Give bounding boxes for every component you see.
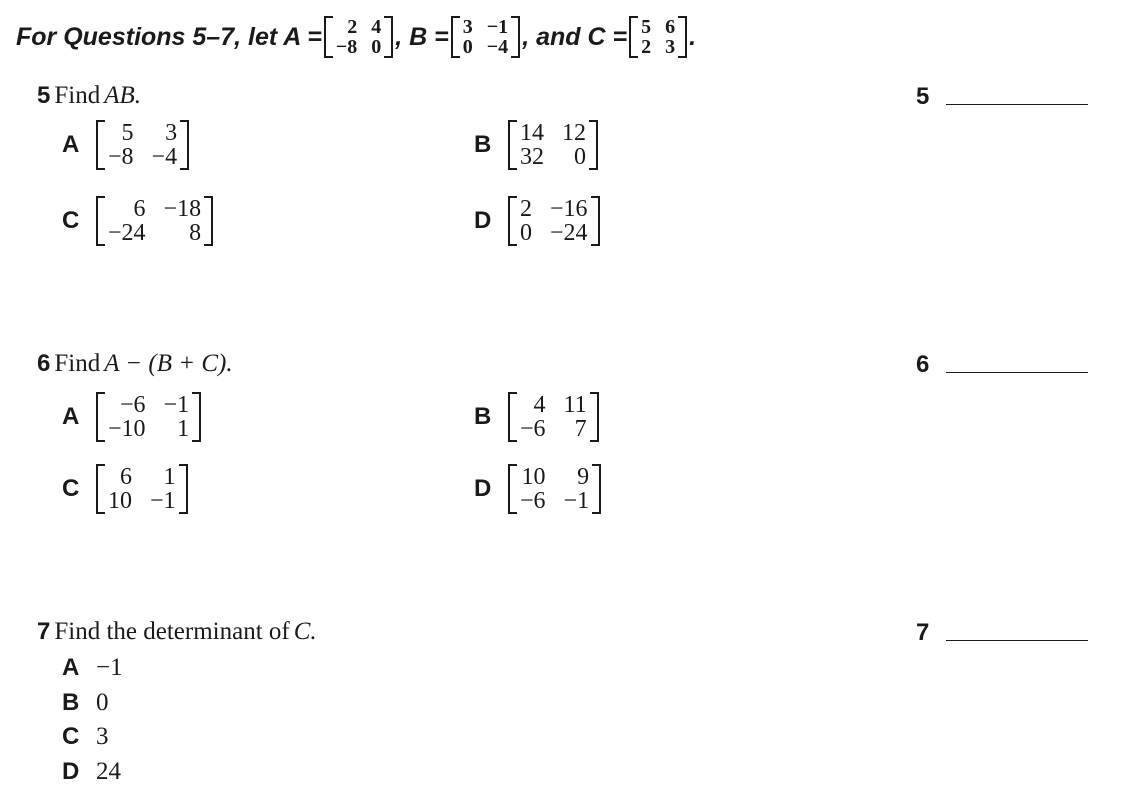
q5-option-a[interactable]: A 5 3 −8 −4 <box>62 120 189 170</box>
option-matrix: 4 11 −6 7 <box>508 392 599 442</box>
q6-option-c[interactable]: C 6 1 10 −1 <box>62 464 188 514</box>
q6-option-d[interactable]: D 10 9 −6 −1 <box>474 464 601 514</box>
matrix-a: 2 4 −8 0 <box>324 16 393 58</box>
answer-blank-6[interactable] <box>946 372 1088 373</box>
q6-option-b[interactable]: B 4 11 −6 7 <box>474 392 599 442</box>
q6-option-a[interactable]: A −6 −1 −10 1 <box>62 392 201 442</box>
q7-option-a[interactable]: A −1 <box>62 654 123 681</box>
answer-blank-5[interactable] <box>946 104 1088 105</box>
header-sep-c: , and C = <box>522 22 628 51</box>
q5-option-b[interactable]: B 14 12 32 0 <box>474 120 598 170</box>
option-matrix: 6 1 10 −1 <box>96 464 188 514</box>
q5-option-d[interactable]: D 2 −16 0 −24 <box>474 196 600 246</box>
answer-number-7: 7 <box>916 619 930 646</box>
matrix-b: 3 −1 0 −4 <box>451 16 520 58</box>
answer-blank-7[interactable] <box>946 640 1088 641</box>
header-suffix: . <box>689 22 697 51</box>
q7-option-c[interactable]: C 3 <box>62 723 109 750</box>
header-prefix: For Questions 5–7, let A = <box>16 22 322 51</box>
answer-number-5: 5 <box>916 83 930 110</box>
question-6-title: 6 Find A − (B + C). <box>37 350 233 377</box>
option-matrix: 10 9 −6 −1 <box>508 464 601 514</box>
option-matrix: 14 12 32 0 <box>508 120 598 170</box>
option-matrix: 2 −16 0 −24 <box>508 196 600 246</box>
header-sep-b: , B = <box>395 22 449 51</box>
option-matrix: 5 3 −8 −4 <box>96 120 189 170</box>
questions-header <box>16 10 696 64</box>
q7-option-b[interactable]: B 0 <box>62 689 109 716</box>
q5-option-c[interactable]: C 6 −18 −24 8 <box>62 196 213 246</box>
question-7-title: 7 Find the determinant of C. <box>37 618 317 645</box>
question-5-title: 5 Find AB. <box>37 82 142 109</box>
option-matrix: 6 −18 −24 8 <box>96 196 213 246</box>
option-matrix: −6 −1 −10 1 <box>96 392 201 442</box>
answer-number-6: 6 <box>916 351 930 378</box>
q7-option-d[interactable]: D 24 <box>62 758 121 785</box>
matrix-c: 5 6 2 3 <box>629 16 687 58</box>
